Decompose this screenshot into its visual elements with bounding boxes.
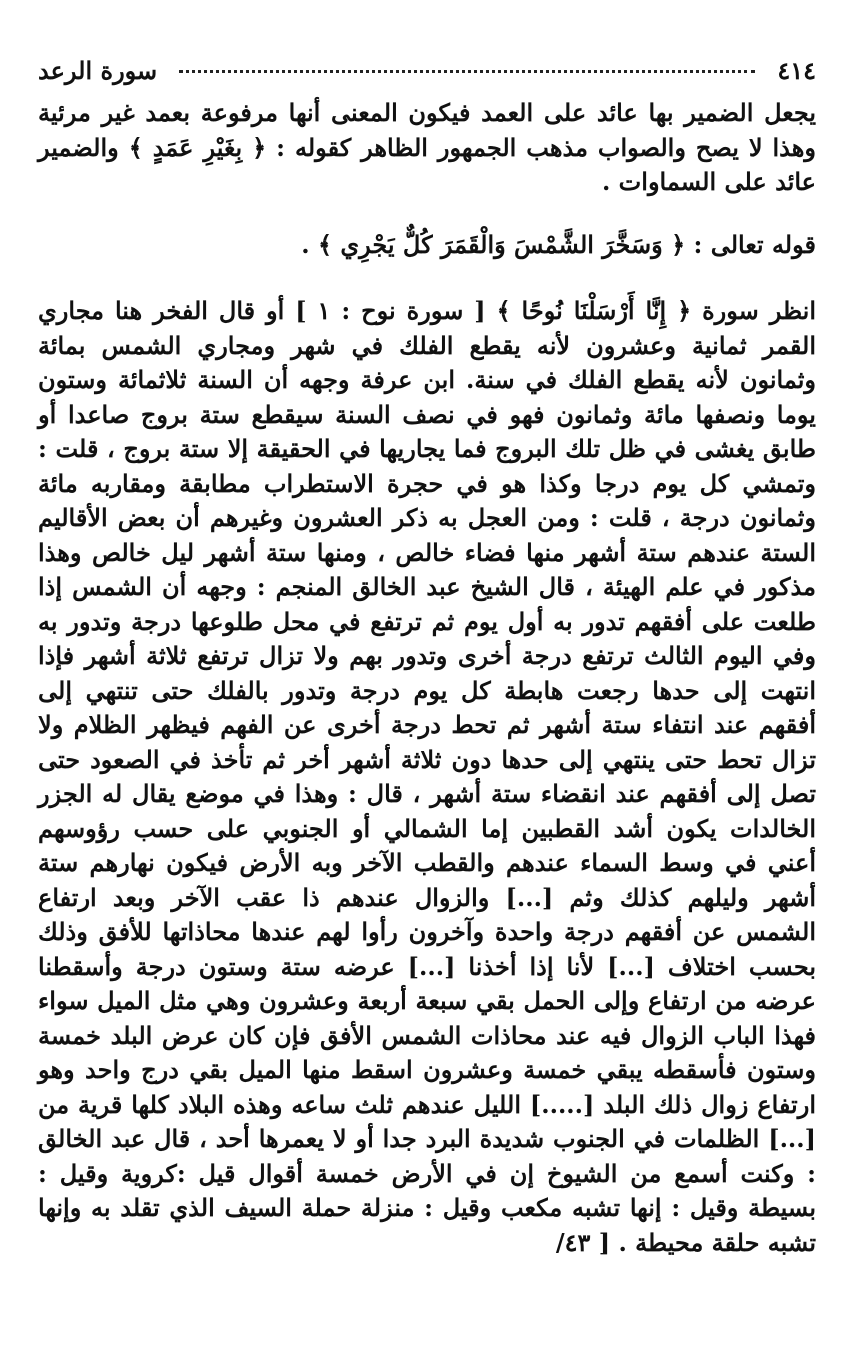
header-dotted-rule [179, 70, 755, 73]
paragraph-intro: يجعل الضمير بها عائد على العمد فيكون المعنى أنها مرفوعة بعمد غير مرئية وهذا لا يصح والصواب مذهب الجمهور الظاهر كقوله : ﴿ بِغَيْرِ عَمَدٍ ﴾ والضمير عائد على السماوات . [38, 98, 816, 196]
paragraph-commentary: انظر سورة ﴿ إِنَّا أَرْسَلْنَا نُوحًا ﴾ [ سورة نوح : ١ ] أو قال الفخر هنا مجاري القمر ثمانية وعشرون لأنه يقطع الفلك في شهر ومجاري الشمس بمائة وثمانون لأنه يقطع الفلك في سنة. ابن عرفة وجهه أن السنة ثلاثمائة وستون يوما ونصفها مائة وثمانون فهو في نصف السنة سيقطع ستة بروج صاعدا أو طابق يغشى في ظل تلك البروج فما يجاريها في الحقيقة إلا ستة بروج ، قلت : وتمشي كل يوم درجا وكذا هو في حجرة الاستطراب مطابقة ومقاربه مائة وثمانون درجة ، قلت : ومن العجل به ذكر العشرون وغيرهم أن بعض الأقاليم الستة عندهم ستة أشهر منها فضاء خالص ، ومنها ستة أشهر ليل خالص وهذا مذكور في علم الهيئة ، قال الشيخ عبد الخالق المنجم : وجهه أن الشمس إذا طلعت على أفقهم تدور به أول يوم ثم ترتفع في محل طلوعها درجة وتدور به وفي اليوم الثالث ترتفع درجة أخرى وتدور بهم ولا تزال ترتفع ثلاثة أشهر فإذا انتهت إلى حدها رجعت هابطة كل يوم درجة وتدور بالفلك حتى تنتهي إلى أفقهم عند انتفاء ستة أشهر ثم تحط درجة أخرى عن الفهم فيظهر الظلام ولا تزال تحط حتى ينتهي إلى حدها دون ثلاثة أشهر أخر ثم تأخذ في الصعود حتى تصل إلى أفقهم عند انقضاء ستة أشهر ، قال : وهذا في موضع يقال له الجزر الخالدات يكون أشد القطبين إما الشمالي أو الجنوبي على حسب رؤوسهم أعني في وسط السماء عندهم والقطب الآخر وبه الأرض فيكون نهارهم ستة أشهر وليلهم كذلك وثم [...] والزوال عندهم ذا عقب الآخر وبعد ارتفاع الشمس عن أفقهم درجة واحدة وآخرون رأوا لهم عندها محاذاتها للأفق وذلك بحسب اختلاف [...] لأنا إذا أخذنا [...] عرضه ستة وستون درجة وأسقطنا عرضه من ارتفاع وإلى الحمل بقي سبعة أربعة وعشرون وهي مثل الميل سواء فهذا الباب الزوال فيه عند محاذات الشمس الأفق فإن كان عرض البلد خمسة وستون فأسقطه يبقي خمسة وعشرون اسقط منها الميل بقي درج واحد وهو ارتفاع زوال ذلك البلد [.....] الليل عندهم ثلث ساعه وهذه البلاد كلها قرية من [...] الظلمات في الجنوب شديدة البرد جدا أو لا يعمرها أحد ، قال عبد الخالق : وكنت أسمع من الشيوخ إن في الأرض خمسة أقوال قيل :كروية وقيل : بسيطة وقيل : إنها تشبه مكعب وقيل : منزلة حملة السيف الذي تقلد به وإنها تشبه حلقة محيطة . [ ٤٣/ [38, 296, 817, 1257]
surah-title: سورة الرعد [38, 56, 158, 85]
document-page [38, 56, 816, 1260]
paragraph-verse: قوله تعالى : ﴿ وَسَخَّرَ الشَّمْسَ وَالْقَمَرَ كُلٌّ يَجْرِي ﴾ . [301, 229, 816, 259]
page-number: ٤١٤ [777, 56, 816, 85]
page-header [38, 56, 816, 92]
